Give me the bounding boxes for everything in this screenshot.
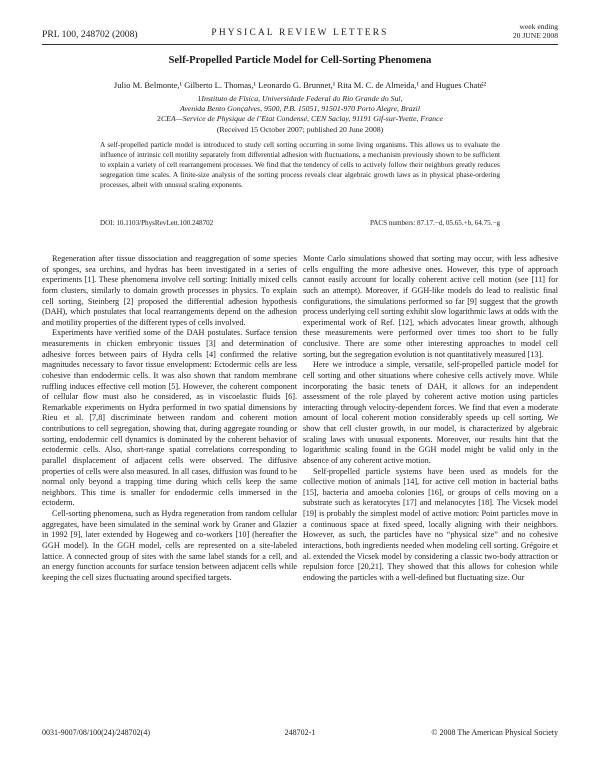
affiliation-1-address: Avenida Bento Gonçalves, 9500, P.B. 15051, 91501-970 Porto Alegre, Brazil — [179, 104, 420, 114]
header-rule — [42, 44, 558, 45]
journal-name: PHYSICAL REVIEW LETTERS — [211, 28, 389, 38]
paragraph: Self-propelled particle systems have been used as models for the collective motion of animals [14], for active cell motion in bacterial baths [15], bacteria and amoeba colonies [16], or groups of cells moving on a substrate such as keratocytes [17] and melanocytes [18]. The Vicsek model [19] is probably the simplest model of active motion: Point particles move in a continuous space at fixed speed, locally aligning with their neighbors. However, as such, the particles have no “physical size” and no cohesive interactions, both ingredients needed when modeling cell sorting. Grégoire et al. extended the Vicsek model by considering a classic two-body attraction or repulsion force [20,21]. They showed that this allows for cohesion while endowing the particles with a well-defined but fluctuating size. Our — [303, 466, 558, 582]
doi[interactable]: DOI: 10.1103/PhysRevLett.100.248702 — [100, 219, 214, 227]
doi-pacs-line — [100, 219, 500, 230]
abstract: A self-propelled particle model is introduced to study cell sorting occurring in some living organisms. This allows us to evaluate the influence of intrinsic cell motility separately from differential adhesion with fluctuations, a mechanism previously shown to be sufficient to explain a variety of cell rearrangement processes. We find that the tendency of cells to actively follow their neighbors greatly reduces segregation time scales. A finite-size analysis of the sorting process reveals clear algebraic growth laws as in physical phase-ordering processes, albeit with unusual scaling exponents. — [100, 140, 500, 189]
copyright: © 2008 The American Physical Society — [431, 728, 558, 737]
received-line: (Received 15 October 2007; published 20 June 2008) — [216, 124, 384, 134]
body-column-right — [303, 254, 558, 583]
week-label: week ending — [519, 22, 558, 31]
pacs-numbers: PACS numbers: 87.17.−d, 05.65.+b, 64.75.−g — [370, 219, 500, 227]
paper-title: Self-Propelled Particle Model for Cell-Sorting Phenomena — [168, 55, 432, 66]
body-column-left — [42, 254, 297, 583]
date: 20 JUNE 2008 — [512, 31, 558, 40]
paragraph: Monte Carlo simulations showed that sorting may occur, with less adhesive cells engulfing the more adhesive ones. However, this type of approach cannot easily account for locally coherent active cell motion (see [11] for such an attempt). Moreover, if GGH-like models do lead to realistic final configurations, the simulations performed so far [9] suggest that the growth process underlying cell sorting exhibit slow logarithmic laws at odds with the experimental work of Ref. [12], which advocates linear growth, although these measurements were performed over times too short to be fully conclusive. There are some other interesting approaches to model cell sorting, but the segregation evolution is not quantitatively measured [13]. — [303, 254, 558, 359]
paragraph: Regeneration after tissue dissociation and reaggregation of some species of sponges, sea urchins, and hydras has been investigated in a series of experiments [1]. These phenomena involve cell sorting: Initially mixed cells form clusters, similarly to domain growth processes in physics. To explain cell sorting, Steinberg [2] proposed the differential adhesion hypothesis (DAH), which postulates that local rearrangements depend on the adhesion and motility properties of the different types of cells involved. — [42, 254, 297, 327]
affiliation-1: 1Instituto de Física, Universidade Federal do Rio Grande do Sul, — [197, 94, 403, 103]
page-number: 248702-1 — [284, 728, 316, 737]
issue-date — [513, 22, 558, 40]
journal-ref: PRL 100, 248702 (2008) — [42, 29, 138, 40]
paragraph: Here we introduce a simple, versatile, self-propelled particle model for cell sorting and other situations where cohesive cells actively move. While incorporating the basic tenets of DAH, it allows for an independent assessment of the role played by coherent active motion using particles interacting through velocity-dependent forces. We find that even a moderate amount of local coherent motion considerably speeds up cell sorting. We show that cell cluster growth, in our model, is characterized by algebraic scaling laws with unusual exponents. Moreover, our results hint that the logarithmic scaling found in the GGH model might be valid only in the absence of any coherent active motion. — [303, 360, 558, 465]
running-header — [42, 22, 558, 42]
paragraph: Experiments have verified some of the DAH postulates. Surface tension measurements in chicken embryonic tissues [3] and determination of adhesive forces between pairs of Hydra cells [4] confirmed the relative magnitudes necessary to favor tissue envelopment: Ectodermic cells are less cohesive than endodermic cells. It was also shown that random membrane ruffling induces effective cell motion [5]. However, the coherent component of cellular flow must also be considered, as in viscoelastic fluids [6]. Remarkable experiments on Hydra performed in two spatial dimensions by Rieu et al. [7,8] discriminate between random and coherent motion contributions to cell segregation, showing that, during aggregate rounding or sorting, endodermic cell dynamics is dominated by the coherent behavior of ectodermic cells. Also, short-range spatial correlations corresponding to parallel displacement of adjacent cells were observed. The diffusive properties of cells were also measured. In all cases, diffusion was found to be normal only beyond a trapping time during which cells keep the same neighbors. This time is smaller for endodermic cells immersed in the ectoderm. — [42, 328, 297, 508]
paragraph: Cell-sorting phenomena, such as Hydra regeneration from random cellular aggregates, have been simulated in the seminal work by Graner and Glazier in 1992 [9], later extended by Hogeweg and co-workers [10] (hereafter the GGH model). In the GGH model, cells are represented on a site-labeled lattice. A connected group of sites with the same label stands for a cell, and an energy function accounts for surface tension between adjacent cells while keeping the cell sizes fluctuating around specified targets. — [42, 509, 297, 582]
footer-code: 0031-9007/08/100(24)/248702(4) — [42, 728, 150, 737]
author-list: Julio M. Belmonte,¹ Gilberto L. Thomas,¹ Leonardo G. Brunnet,¹ Rita M. C. de Almeida,¹ and Hugues Chaté² — [113, 80, 487, 90]
affiliation-2: 2CEA—Service de Physique de l’Etat Condensé, CEN Saclay, 91191 Gif-sur-Yvette, France — [157, 114, 443, 124]
page-footer — [42, 728, 558, 740]
affiliations — [42, 94, 558, 135]
